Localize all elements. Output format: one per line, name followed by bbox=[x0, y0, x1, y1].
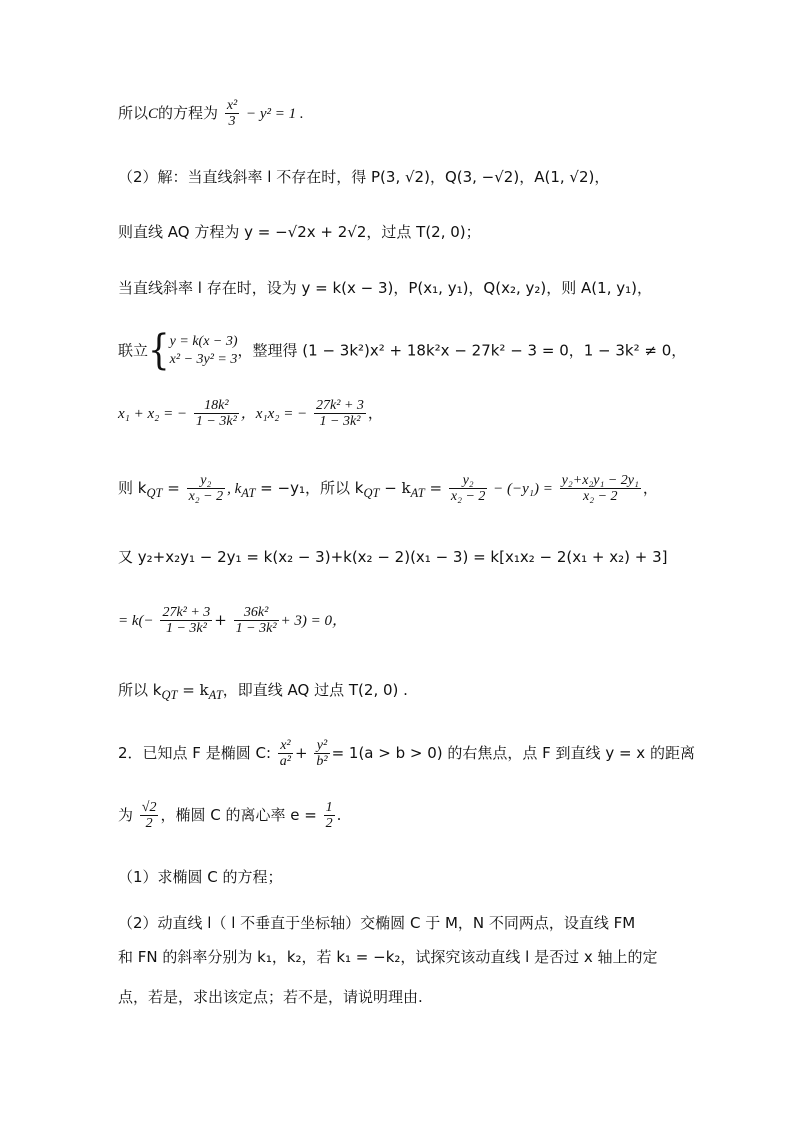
brace-icon: { bbox=[148, 326, 170, 375]
fraction-numerator: 36k² bbox=[234, 605, 279, 621]
text-segment: 为 bbox=[118, 805, 134, 824]
math-segment: ，x₁x₂ = − bbox=[240, 405, 308, 422]
text-segment: = −y₁，所以 k bbox=[255, 478, 364, 497]
subscript: AT bbox=[208, 688, 223, 702]
subscript: QT bbox=[146, 485, 163, 500]
fraction-denominator: 3 bbox=[228, 114, 236, 130]
fraction-numerator: √2 bbox=[141, 800, 157, 815]
text-segment: 2．已知点 F 是椭圆 C: bbox=[118, 743, 272, 762]
fraction bbox=[187, 473, 226, 505]
equation-line-9 bbox=[118, 605, 347, 637]
fraction-denominator: 1 − 3k² bbox=[165, 621, 207, 637]
math-segment: + 3) = 0， bbox=[280, 612, 348, 629]
fraction bbox=[314, 398, 366, 430]
math-segment: + bbox=[295, 743, 308, 762]
fraction bbox=[225, 98, 239, 130]
math-segment: − y² = 1 . bbox=[246, 105, 304, 122]
text-line-2: （2）解：当直线斜率 l 不存在时，得 P(3, √2)，Q(3, −√2)，A(1, √2)， bbox=[118, 168, 610, 186]
math-segment: = k(− bbox=[118, 612, 154, 629]
system-line-5 bbox=[118, 326, 687, 375]
equation-line-7 bbox=[118, 473, 658, 505]
fraction-numerator: 27k² + 3 bbox=[162, 605, 211, 620]
fraction bbox=[194, 398, 239, 430]
text-segment: = 1(a > b > 0) 的右焦点，点 F 到直线 y = x 的距离 bbox=[331, 743, 695, 762]
equation-system bbox=[170, 333, 238, 368]
subscript: QT bbox=[161, 688, 178, 702]
text-segment: 所以 k bbox=[118, 681, 162, 699]
fraction bbox=[324, 800, 335, 832]
equation-line-6 bbox=[118, 398, 383, 430]
text-line-10 bbox=[118, 681, 408, 703]
fraction-denominator: a² bbox=[279, 754, 291, 770]
math-segment: , k bbox=[227, 480, 242, 497]
problem-2-line-1 bbox=[118, 738, 695, 770]
question-part-2-line-2: 和 FN 的斜率分别为 k₁，k₂，若 k₁ = −k₂，试探究该动直线 l 是否过 x 轴上的定 bbox=[118, 948, 658, 966]
text-segment: 联立 bbox=[118, 341, 149, 360]
fraction-numerator: y₂+x₂y₁ − 2y₁ bbox=[561, 473, 639, 488]
subscript: AT bbox=[241, 485, 256, 500]
fraction-numerator: y² bbox=[314, 738, 329, 754]
text-line-3: 则直线 AQ 方程为 y = −√2x + 2√2，过点 T(2, 0)； bbox=[118, 223, 481, 241]
fraction-numerator: y₂ bbox=[187, 473, 226, 489]
fraction-denominator: 2 bbox=[325, 816, 333, 832]
math-segment: = bbox=[424, 478, 443, 497]
fraction-denominator: x₂ − 2 bbox=[188, 489, 224, 505]
fraction-numerator: x² bbox=[278, 738, 293, 754]
equation-line-1 bbox=[118, 98, 304, 130]
text-segment: ， bbox=[367, 403, 383, 422]
fraction bbox=[449, 473, 488, 505]
text-line-4: 当直线斜率 l 存在时，设为 y = k(x − 3)，P(x₁, y₁)，Q(x₂, y₂)，则 A(1, y₁)， bbox=[118, 279, 652, 297]
question-part-1: （1）求椭圆 C 的方程； bbox=[118, 868, 283, 886]
math-segment: − (−y₁) = bbox=[489, 480, 553, 497]
text-segment: 则 k bbox=[118, 478, 147, 497]
math-segment: = k bbox=[177, 681, 209, 699]
question-part-2-line-1: （2）动直线 l（ l 不垂直于坐标轴）交椭圆 C 于 M，N 不同两点，设直线 FM bbox=[118, 914, 636, 932]
fraction-denominator: b² bbox=[316, 754, 328, 770]
text-segment: ， bbox=[642, 478, 658, 497]
fraction-numerator: x² bbox=[226, 98, 238, 113]
fraction-numerator: 18k² bbox=[194, 398, 239, 414]
fraction-denominator: 2 bbox=[145, 816, 153, 832]
fraction bbox=[140, 800, 159, 832]
problem-2-line-2 bbox=[118, 800, 341, 832]
math-segment: − k bbox=[379, 478, 411, 497]
fraction bbox=[234, 605, 279, 637]
subscript: AT bbox=[410, 485, 425, 500]
fraction-denominator: x₂ − 2 bbox=[450, 489, 486, 505]
system-equation-1: y = k(x − 3) bbox=[169, 334, 238, 349]
fraction-numerator: 27k² + 3 bbox=[316, 398, 364, 413]
text-segment: 的方程为 bbox=[158, 103, 219, 122]
fraction bbox=[278, 738, 293, 770]
fraction-denominator: x₂ − 2 bbox=[583, 489, 618, 505]
fraction bbox=[314, 738, 329, 770]
subscript: QT bbox=[363, 485, 380, 500]
text-segment: ，整理得 (1 − 3k²)x² + 18k²x − 27k² − 3 = 0，1 − 3k² ≠ 0， bbox=[237, 341, 687, 360]
system-equation-2: x² − 3y² = 3 bbox=[169, 351, 238, 367]
math-segment: = bbox=[162, 478, 180, 497]
fraction-denominator: 1 − 3k² bbox=[319, 414, 361, 430]
text-segment: 所以 bbox=[118, 103, 149, 122]
math-segment: + bbox=[214, 610, 227, 629]
fraction-denominator: 1 − 3k² bbox=[235, 621, 277, 637]
math-var: C bbox=[148, 105, 159, 122]
text-segment: ，椭圆 C 的离心率 e = bbox=[160, 805, 317, 824]
text-segment: ，即直线 AQ 过点 T(2, 0) . bbox=[222, 681, 408, 699]
text-segment: . bbox=[336, 805, 342, 824]
fraction-numerator: y₂ bbox=[449, 473, 488, 489]
text-line-8: 又 y₂+x₂y₁ − 2y₁ = k(x₂ − 3)+k(x₂ − 2)(x₁ − 3) = k[x₁x₂ − 2(x₁ + x₂) + 3] bbox=[118, 548, 668, 566]
fraction-numerator: 1 bbox=[325, 800, 333, 815]
fraction bbox=[160, 605, 212, 637]
math-segment: x₁ + x₂ = − bbox=[118, 405, 188, 422]
question-part-2-line-3: 点，若是，求出该定点；若不是，请说明理由. bbox=[118, 988, 423, 1006]
fraction bbox=[560, 473, 641, 505]
fraction-denominator: 1 − 3k² bbox=[195, 414, 237, 430]
